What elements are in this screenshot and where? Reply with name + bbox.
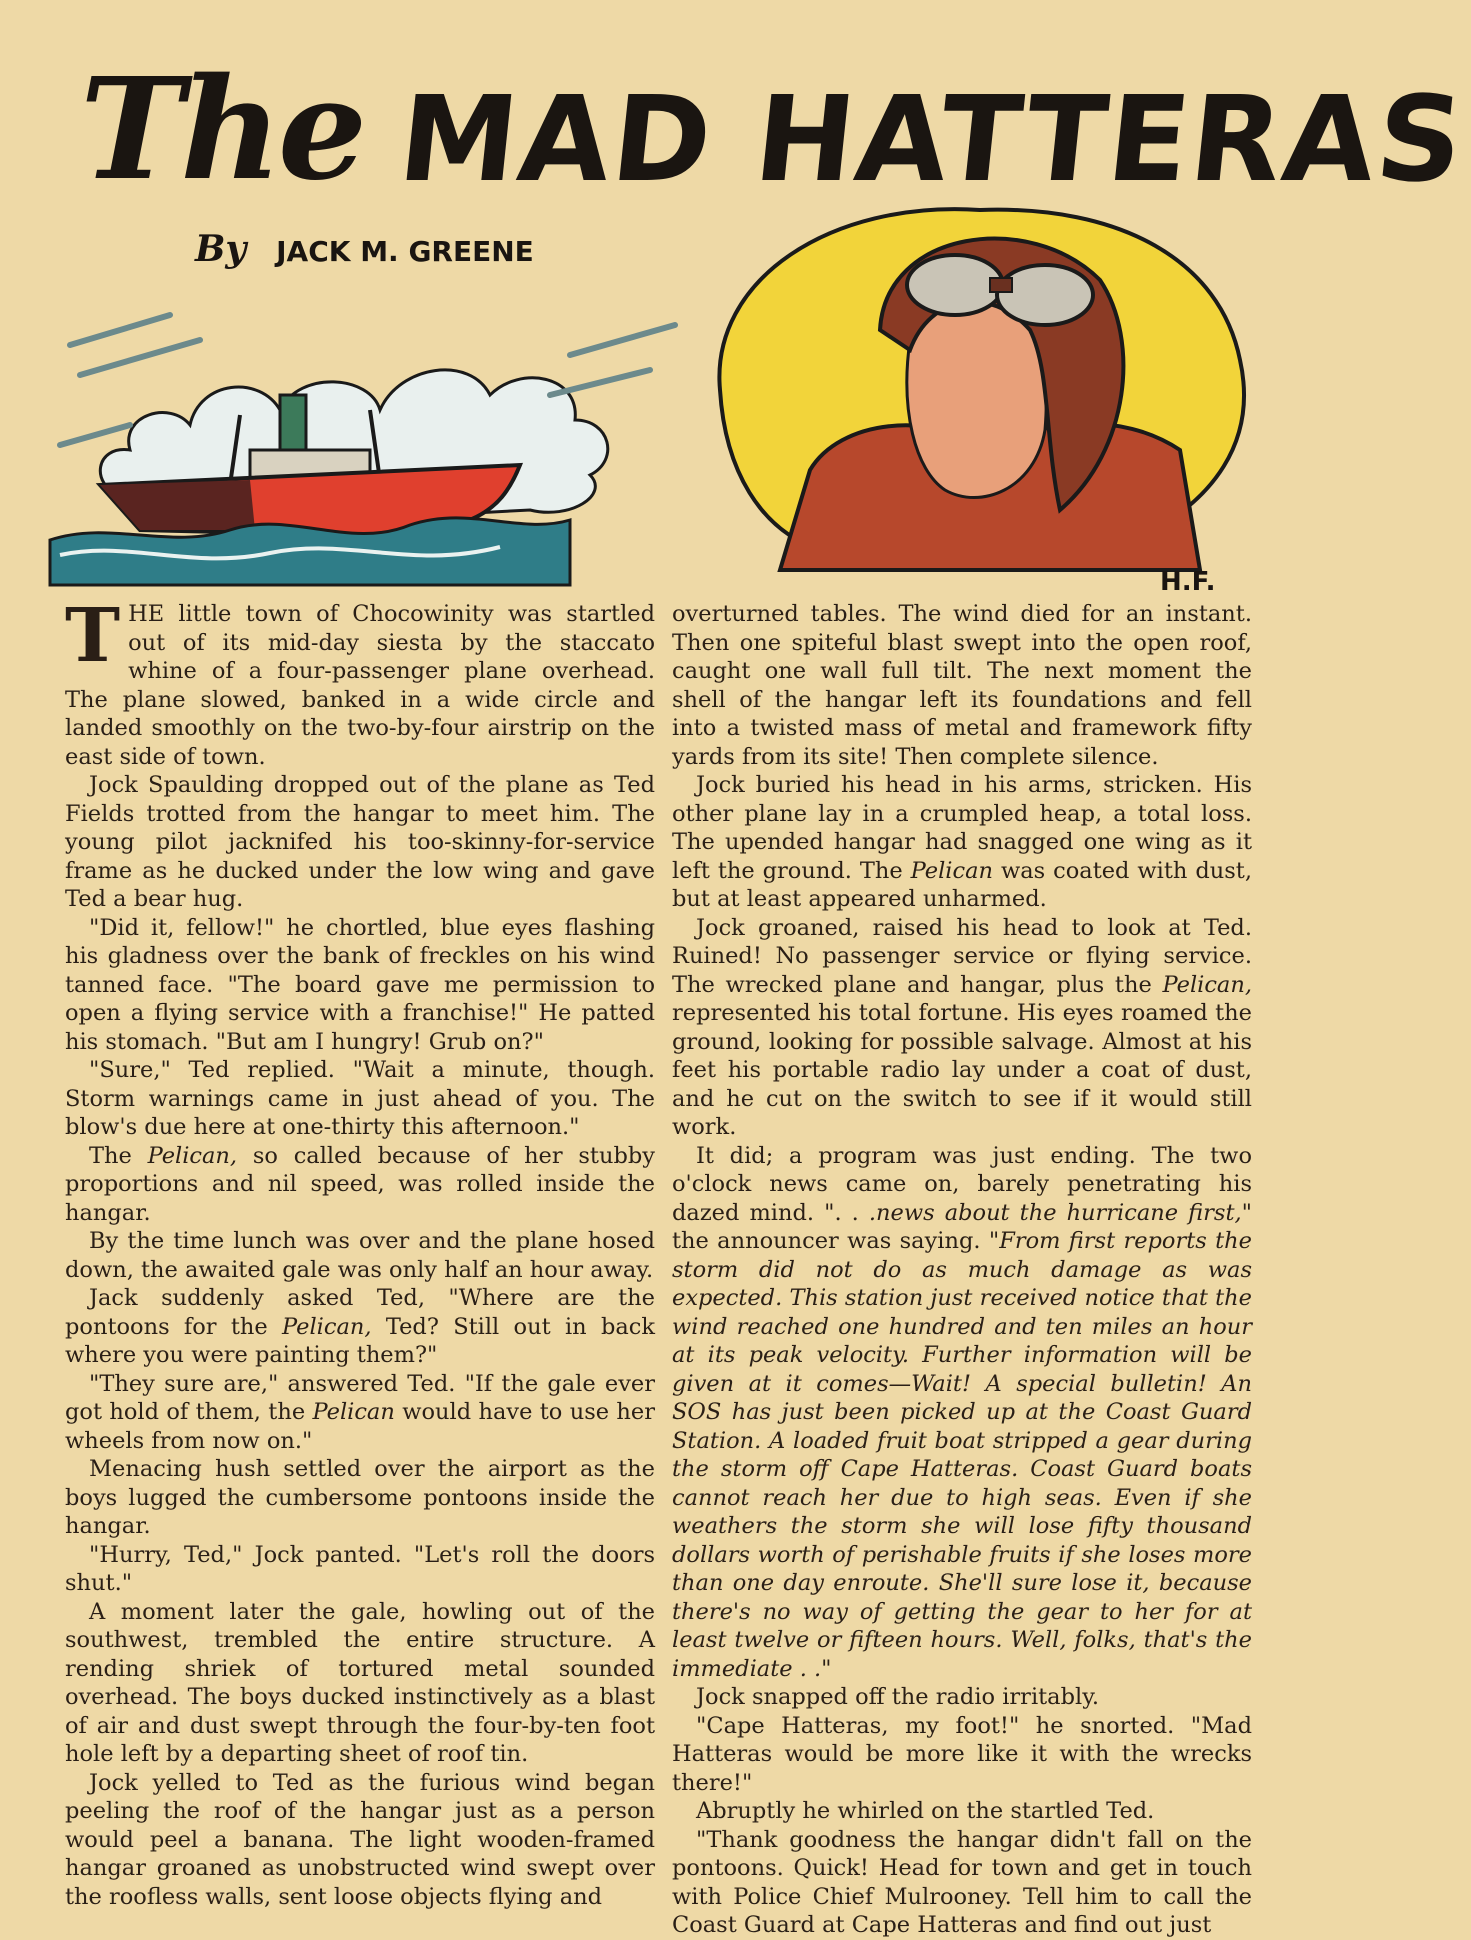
paragraph: The Pelican, so called because of her stubby proportions and nil speed, was rolled inside the hangar. <box>65 1142 655 1226</box>
pilot-portrait <box>700 190 1270 600</box>
drop-cap: T <box>65 593 121 679</box>
paragraph: "Hurry, Ted," Jock panted. "Let's roll the doors shut." <box>65 1541 655 1596</box>
paragraph: "They sure are," answered Ted. "If the gale ever got hold of them, the Pelican would have to use her wheels from now on." <box>65 1370 655 1454</box>
paragraph: It did; a program was just ending. The two o'clock news came on, barely penetrating his dazed mind. ". . .news about the hurricane first," the announcer was saying. "From first reports the storm did not do as much damage as was expected. This station just received notice that the wind reached one hundred and ten miles an hour at its peak velocity. Further information will be given at it comes—Wait! A special bulletin! An SOS has just been picked up at the Coast Guard Station. A loaded fruit boat stripped a gear during the storm off Cape Hatteras. Coast Guard boats cannot reach her due to high seas. Even if she weathers the storm she will lose fifty thousand dollars worth of perishable fruits if she loses more than one day enroute. She'll sure lose it, because there's no way of getting the gear to her for at least twelve or fifteen hours. Well, folks, that's the immediate . ." <box>672 1142 1252 1682</box>
title-the: The <box>80 48 364 212</box>
artist-signature: H.F. <box>1160 567 1216 597</box>
paragraph: "Sure," Ted replied. "Wait a minute, though. Storm warnings came in just ahead of you. The blow's due here at one-thirty this afternoon." <box>65 1057 655 1140</box>
paragraph: "Thank goodness the hangar didn't fall on the pontoons. Quick! Head for town and get in touch with Police Chief Mulrooney. Tell him to call the Coast Guard at Cape Hatteras and find out just <box>672 1826 1252 1938</box>
paragraph: Jock groaned, raised his head to look at Ted. Ruined! No passenger service or flying service. The wrecked plane and hangar, plus the Pelican, represented his total fortune. His eyes roamed the ground, looking for possible salvage. Almost at his feet his portable radio lay under a coat of dust, and he cut on the switch to see if it would still work. <box>672 914 1252 1140</box>
waves <box>50 518 570 585</box>
paragraph: "Did it, fellow!" he chortled, blue eyes flashing his gladness over the bank of freckles on his wind tanned face. "The board gave me permission to open a flying service with a franchise!" He patted his stomach. "But am I hungry! Grub on?" <box>65 914 655 1055</box>
paragraph: Jock Spaulding dropped out of the plane as Ted Fields trotted from the hangar to meet him. The young pilot jacknifed his too-skinny-for-service frame as he ducked under the low wing and gave Ted a bear hug. <box>65 772 655 912</box>
paragraph: By the time lunch was over and the plane hosed down, the awaited gale was only half an hour away. <box>65 1228 655 1283</box>
title-mad-hatteras: MAD HATTERAS <box>392 70 1471 208</box>
paragraph: Jack suddenly asked Ted, "Where are the pontoons for the Pelican, Ted? Still out in back where you were painting them?" <box>65 1285 655 1368</box>
paragraph: Menacing hush settled over the airport as the boys lugged the cumbersome pontoons inside the hangar. <box>65 1456 655 1539</box>
paragraph: A moment later the gale, howling out of the southwest, trembled the entire structure. A rending shriek of tortured metal sounded overhead. The boys ducked instinctively as a blast of air and dust swept through the four-by-ten foot hole left by a departing sheet of roof tin. <box>65 1598 655 1767</box>
paragraph: overturned tables. The wind died for an instant. Then one spiteful blast swept into the open roof, caught one wall full tilt. The next moment the shell of the hangar left its foundations and fell into a twisted mass of metal and framework fifty yards from its site! Then complete silence. <box>672 601 1252 770</box>
paragraph: "Cape Hatteras, my foot!" he snorted. "Mad Hatteras would be more like it with the wrecks there!" <box>672 1712 1252 1796</box>
paragraph: THE little town of Chocowinity was startled out of its mid-day siesta by the staccato whine of a four-passenger plane overhead. The plane slowed, banked in a wide circle and landed smoothly on the two-by-four airstrip on the east side of town. <box>65 593 655 770</box>
paragraph: Jock buried his head in his arms, stricken. His other plane lay in a crumpled heap, a total loss. The upended hangar had snagged one wing as it left the ground. The Pelican was coated with dust, but at least appeared unharmed. <box>672 772 1252 912</box>
byline-by: By <box>195 228 247 270</box>
paragraph: Jock yelled to Ted as the furious wind began peeling the roof of the hangar just as a person would peel a banana. The light wooden-framed hangar groaned as unobstructed wind swept over the roofless walls, sent loose objects flying and <box>65 1769 655 1910</box>
left-column <box>65 593 655 1911</box>
ship-illustration <box>50 285 690 590</box>
paragraph: Abruptly he whirled on the startled Ted. <box>696 1798 1155 1824</box>
story-title <box>70 40 1471 212</box>
right-column <box>672 600 1252 1940</box>
byline <box>195 228 534 270</box>
byline-author: JACK M. GREENE <box>276 235 534 268</box>
paragraph: Jock snapped off the radio irritably. <box>696 1684 1100 1710</box>
